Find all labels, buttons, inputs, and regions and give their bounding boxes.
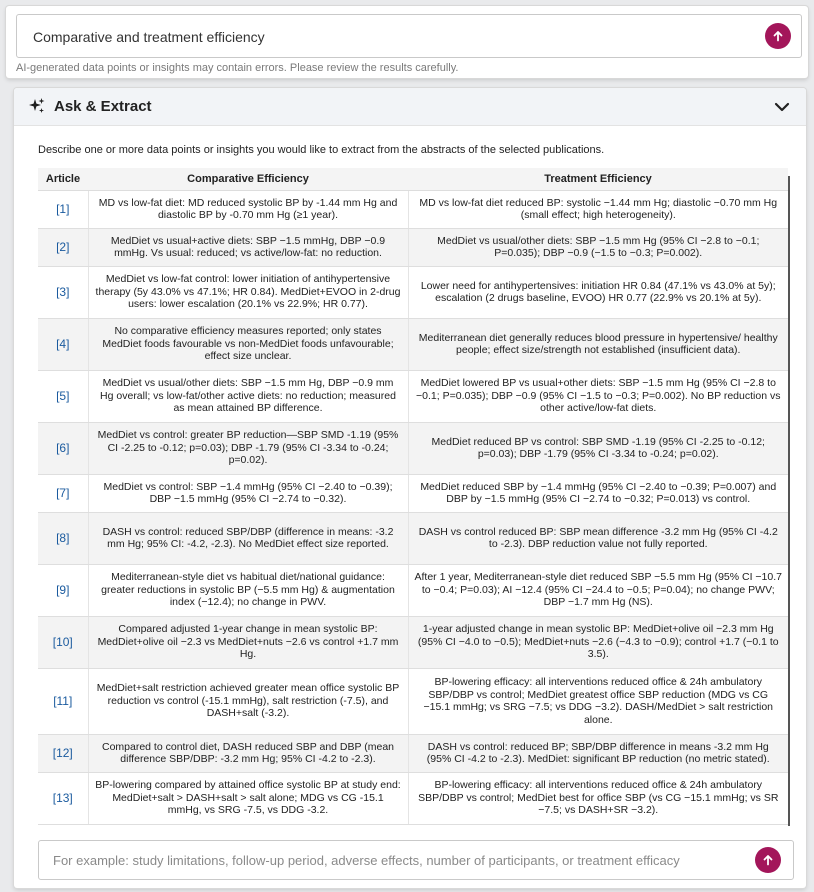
comparative-cell: MD vs low-fat diet: MD reduced systolic BP by -1.44 mm Hg and diastolic BP by -0.70 mm Hg (≥1 year). xyxy=(88,190,408,228)
comparative-cell: No comparative efficiency measures reported; only states MedDiet foods favourable vs non-MedDiet foods unfavourable; effect size unclear. xyxy=(88,318,408,370)
table-row xyxy=(38,734,788,772)
article-ref-link[interactable]: [5] xyxy=(38,370,88,422)
query-text[interactable]: Comparative and treatment efficiency xyxy=(33,29,265,45)
panel-header[interactable] xyxy=(14,88,806,126)
article-ref-link[interactable]: [1] xyxy=(38,190,88,228)
table-row xyxy=(38,318,788,370)
chevron-down-icon[interactable] xyxy=(774,99,790,115)
table-row xyxy=(38,616,788,668)
comparative-cell: MedDiet vs control: SBP −1.4 mmHg (95% CI −2.40 to −0.39); DBP −1.5 mmHg (95% CI −2.74 to −0.32). xyxy=(88,474,408,512)
panel-title: Ask & Extract xyxy=(54,98,152,115)
treatment-cell: MedDiet lowered BP vs usual+other diets: SBP −1.5 mm Hg (95% CI −2.8 to −0.1; P=0.035); DBP −0.9 (95% CI −1.5 to −0.3; P=0.002). No BP reduction vs other active/low-fat diets. xyxy=(408,370,788,422)
table-row xyxy=(38,474,788,512)
arrow-up-icon xyxy=(762,854,774,866)
table-scrollbar[interactable] xyxy=(788,176,790,826)
article-ref-link[interactable]: [10] xyxy=(38,616,88,668)
header-treatment-efficiency: Treatment Efficiency xyxy=(408,168,788,190)
table-row xyxy=(38,668,788,734)
arrow-up-icon xyxy=(772,30,784,42)
table-row xyxy=(38,266,788,318)
ask-submit-button[interactable] xyxy=(755,847,781,873)
comparative-cell: Compared to control diet, DASH reduced SBP and DBP (mean difference SBP/DBP: -3.2 mm Hg; 95% CI -4.2 to -2.3). xyxy=(88,734,408,772)
comparative-cell: MedDiet vs low-fat control: lower initiation of antihypertensive therapy (5y 43.0% vs 47.1%; HR 0.84). MedDiet+EVOO in 2-drug users: lower escalation (20.1% vs 22.9%; HR 0.77). xyxy=(88,266,408,318)
article-ref-link[interactable]: [3] xyxy=(38,266,88,318)
ask-extract-panel xyxy=(14,88,806,888)
treatment-cell: MD vs low-fat diet reduced BP: systolic −1.44 mm Hg; diastolic −0.70 mm Hg (small effect; high heterogeneity). xyxy=(408,190,788,228)
treatment-cell: MedDiet vs usual/other diets: SBP −1.5 mm Hg (95% CI −2.8 to −0.1; P=0.035); DBP −0.9 (−1.5 to −0.3; P=0.002). xyxy=(408,228,788,266)
treatment-cell: DASH vs control: reduced BP; SBP/DBP difference in means -3.2 mm Hg (95% CI -4.2 to -2.3). MedDiet: significant BP reduction (no metric stated). xyxy=(408,734,788,772)
treatment-cell: After 1 year, Mediterranean-style diet reduced SBP −5.5 mm Hg (95% CI −10.7 to −0.4; P=0.03); AI −12.4 (95% CI −24.4 to −0.5; P=0.04); no change PWV; DBP −1.7 mm Hg (NS). xyxy=(408,564,788,616)
results-table xyxy=(38,168,788,825)
instructions-text: Describe one or more data points or insights you would like to extract from the abstracts of the selected publications. xyxy=(38,144,605,156)
sparkle-icon xyxy=(28,97,46,115)
table-row xyxy=(38,370,788,422)
table-row xyxy=(38,564,788,616)
ask-input[interactable] xyxy=(38,840,794,880)
comparative-cell: Compared adjusted 1-year change in mean systolic BP: MedDiet+olive oil −2.3 vs MedDiet+nuts −2.6 vs control +1.7 mm Hg. xyxy=(88,616,408,668)
comparative-cell: MedDiet+salt restriction achieved greater mean office systolic BP reduction vs control (-15.1 mmHg), salt restriction (-7.5), and DASH+salt (-3.2). xyxy=(88,668,408,734)
ai-disclaimer: AI-generated data points or insights may contain errors. Please review the results carefully. xyxy=(16,62,459,74)
ask-input-placeholder[interactable]: For example: study limitations, follow-up period, adverse effects, number of participants, or treatment efficacy xyxy=(53,853,680,868)
treatment-cell: 1-year adjusted change in mean systolic BP: MedDiet+olive oil −2.3 mm Hg (95% CI −4.0 to −0.5); MedDiet+nuts −2.6 (−4.3 to −0.9); control +1.7 (−0.1 to 3.5). xyxy=(408,616,788,668)
article-ref-link[interactable]: [2] xyxy=(38,228,88,266)
treatment-cell: Mediterranean diet generally reduces blood pressure in hypertensive/ healthy people; effect size/strength not established (insufficient data). xyxy=(408,318,788,370)
article-ref-link[interactable]: [6] xyxy=(38,422,88,474)
article-ref-link[interactable]: [12] xyxy=(38,734,88,772)
treatment-cell: BP-lowering efficacy: all interventions reduced office & 24h ambulatory SBP/DBP vs control; MedDiet best for office SBP (vs CG −15.1 mmHg; vs SR −7.5; vs DASH+SR −3.2). xyxy=(408,772,788,824)
comparative-cell: BP-lowering compared by attained office systolic BP at study end: MedDiet+salt > DASH+salt > salt alone; MDG vs CG -15.1 mmHg, vs SRG -7.5, vs DDG -3.2. xyxy=(88,772,408,824)
article-ref-link[interactable]: [9] xyxy=(38,564,88,616)
table-row xyxy=(38,422,788,474)
treatment-cell: DASH vs control reduced BP: SBP mean difference -3.2 mm Hg (95% CI -4.2 to -2.3). DBP reduction value not fully reported. xyxy=(408,512,788,564)
article-ref-link[interactable]: [11] xyxy=(38,668,88,734)
treatment-cell: MedDiet reduced SBP by −1.4 mmHg (95% CI −2.40 to −0.39; P=0.007) and DBP by −1.5 mmHg (95% CI −2.74 to −0.32; P=0.013) vs control. xyxy=(408,474,788,512)
comparative-cell: MedDiet vs control: greater BP reduction—SBP SMD -1.19 (95% CI -2.25 to -0.12; p=0.03); DBP -1.79 (95% CI -3.34 to -0.24; p=0.02). xyxy=(88,422,408,474)
treatment-cell: MedDiet reduced BP vs control: SBP SMD -1.19 (95% CI -2.25 to -0.12; p=0.03); DBP -1.79 (95% CI -3.34 to -0.24; p=0.02). xyxy=(408,422,788,474)
treatment-cell: Lower need for antihypertensives: initiation HR 0.84 (47.1% vs 43.0% at 5y); escalation (2 drugs baseline, EVOO) HR 0.77 (22.9% vs 20.1% at 5y). xyxy=(408,266,788,318)
query-card xyxy=(6,6,808,78)
table-row xyxy=(38,772,788,824)
article-ref-link[interactable]: [7] xyxy=(38,474,88,512)
article-ref-link[interactable]: [13] xyxy=(38,772,88,824)
query-input[interactable] xyxy=(16,14,802,58)
article-ref-link[interactable]: [4] xyxy=(38,318,88,370)
table-header-row xyxy=(38,168,788,190)
results-table-container[interactable] xyxy=(38,168,790,830)
comparative-cell: MedDiet vs usual/other diets: SBP −1.5 mm Hg, DBP −0.9 mm Hg overall; vs low-fat/other active diets: no reduction; measured as mean attained BP difference. xyxy=(88,370,408,422)
comparative-cell: Mediterranean-style diet vs habitual diet/national guidance: greater reductions in systolic BP (−5.5 mm Hg) & augmentation index (−12.4); no change in PWV. xyxy=(88,564,408,616)
treatment-cell: BP-lowering efficacy: all interventions reduced office & 24h ambulatory SBP/DBP vs control; MedDiet greatest office SBP reduction (MDG vs CG −15.1 mmHg; vs SRG −7.5; vs DDG −3.2). DASH/MedDiet > salt restriction alone. xyxy=(408,668,788,734)
table-row xyxy=(38,228,788,266)
comparative-cell: DASH vs control: reduced SBP/DBP (difference in means: -3.2 mm Hg; 95% CI: -4.2, -2.3). No MedDiet effect size reported. xyxy=(88,512,408,564)
header-comparative-efficiency: Comparative Efficiency xyxy=(88,168,408,190)
article-ref-link[interactable]: [8] xyxy=(38,512,88,564)
comparative-cell: MedDiet vs usual+active diets: SBP −1.5 mmHg, DBP −0.9 mmHg. Vs usual: reduced; vs active/low-fat: no reduction. xyxy=(88,228,408,266)
table-row xyxy=(38,190,788,228)
query-submit-button[interactable] xyxy=(765,23,791,49)
header-article: Article xyxy=(38,168,88,190)
table-row xyxy=(38,512,788,564)
